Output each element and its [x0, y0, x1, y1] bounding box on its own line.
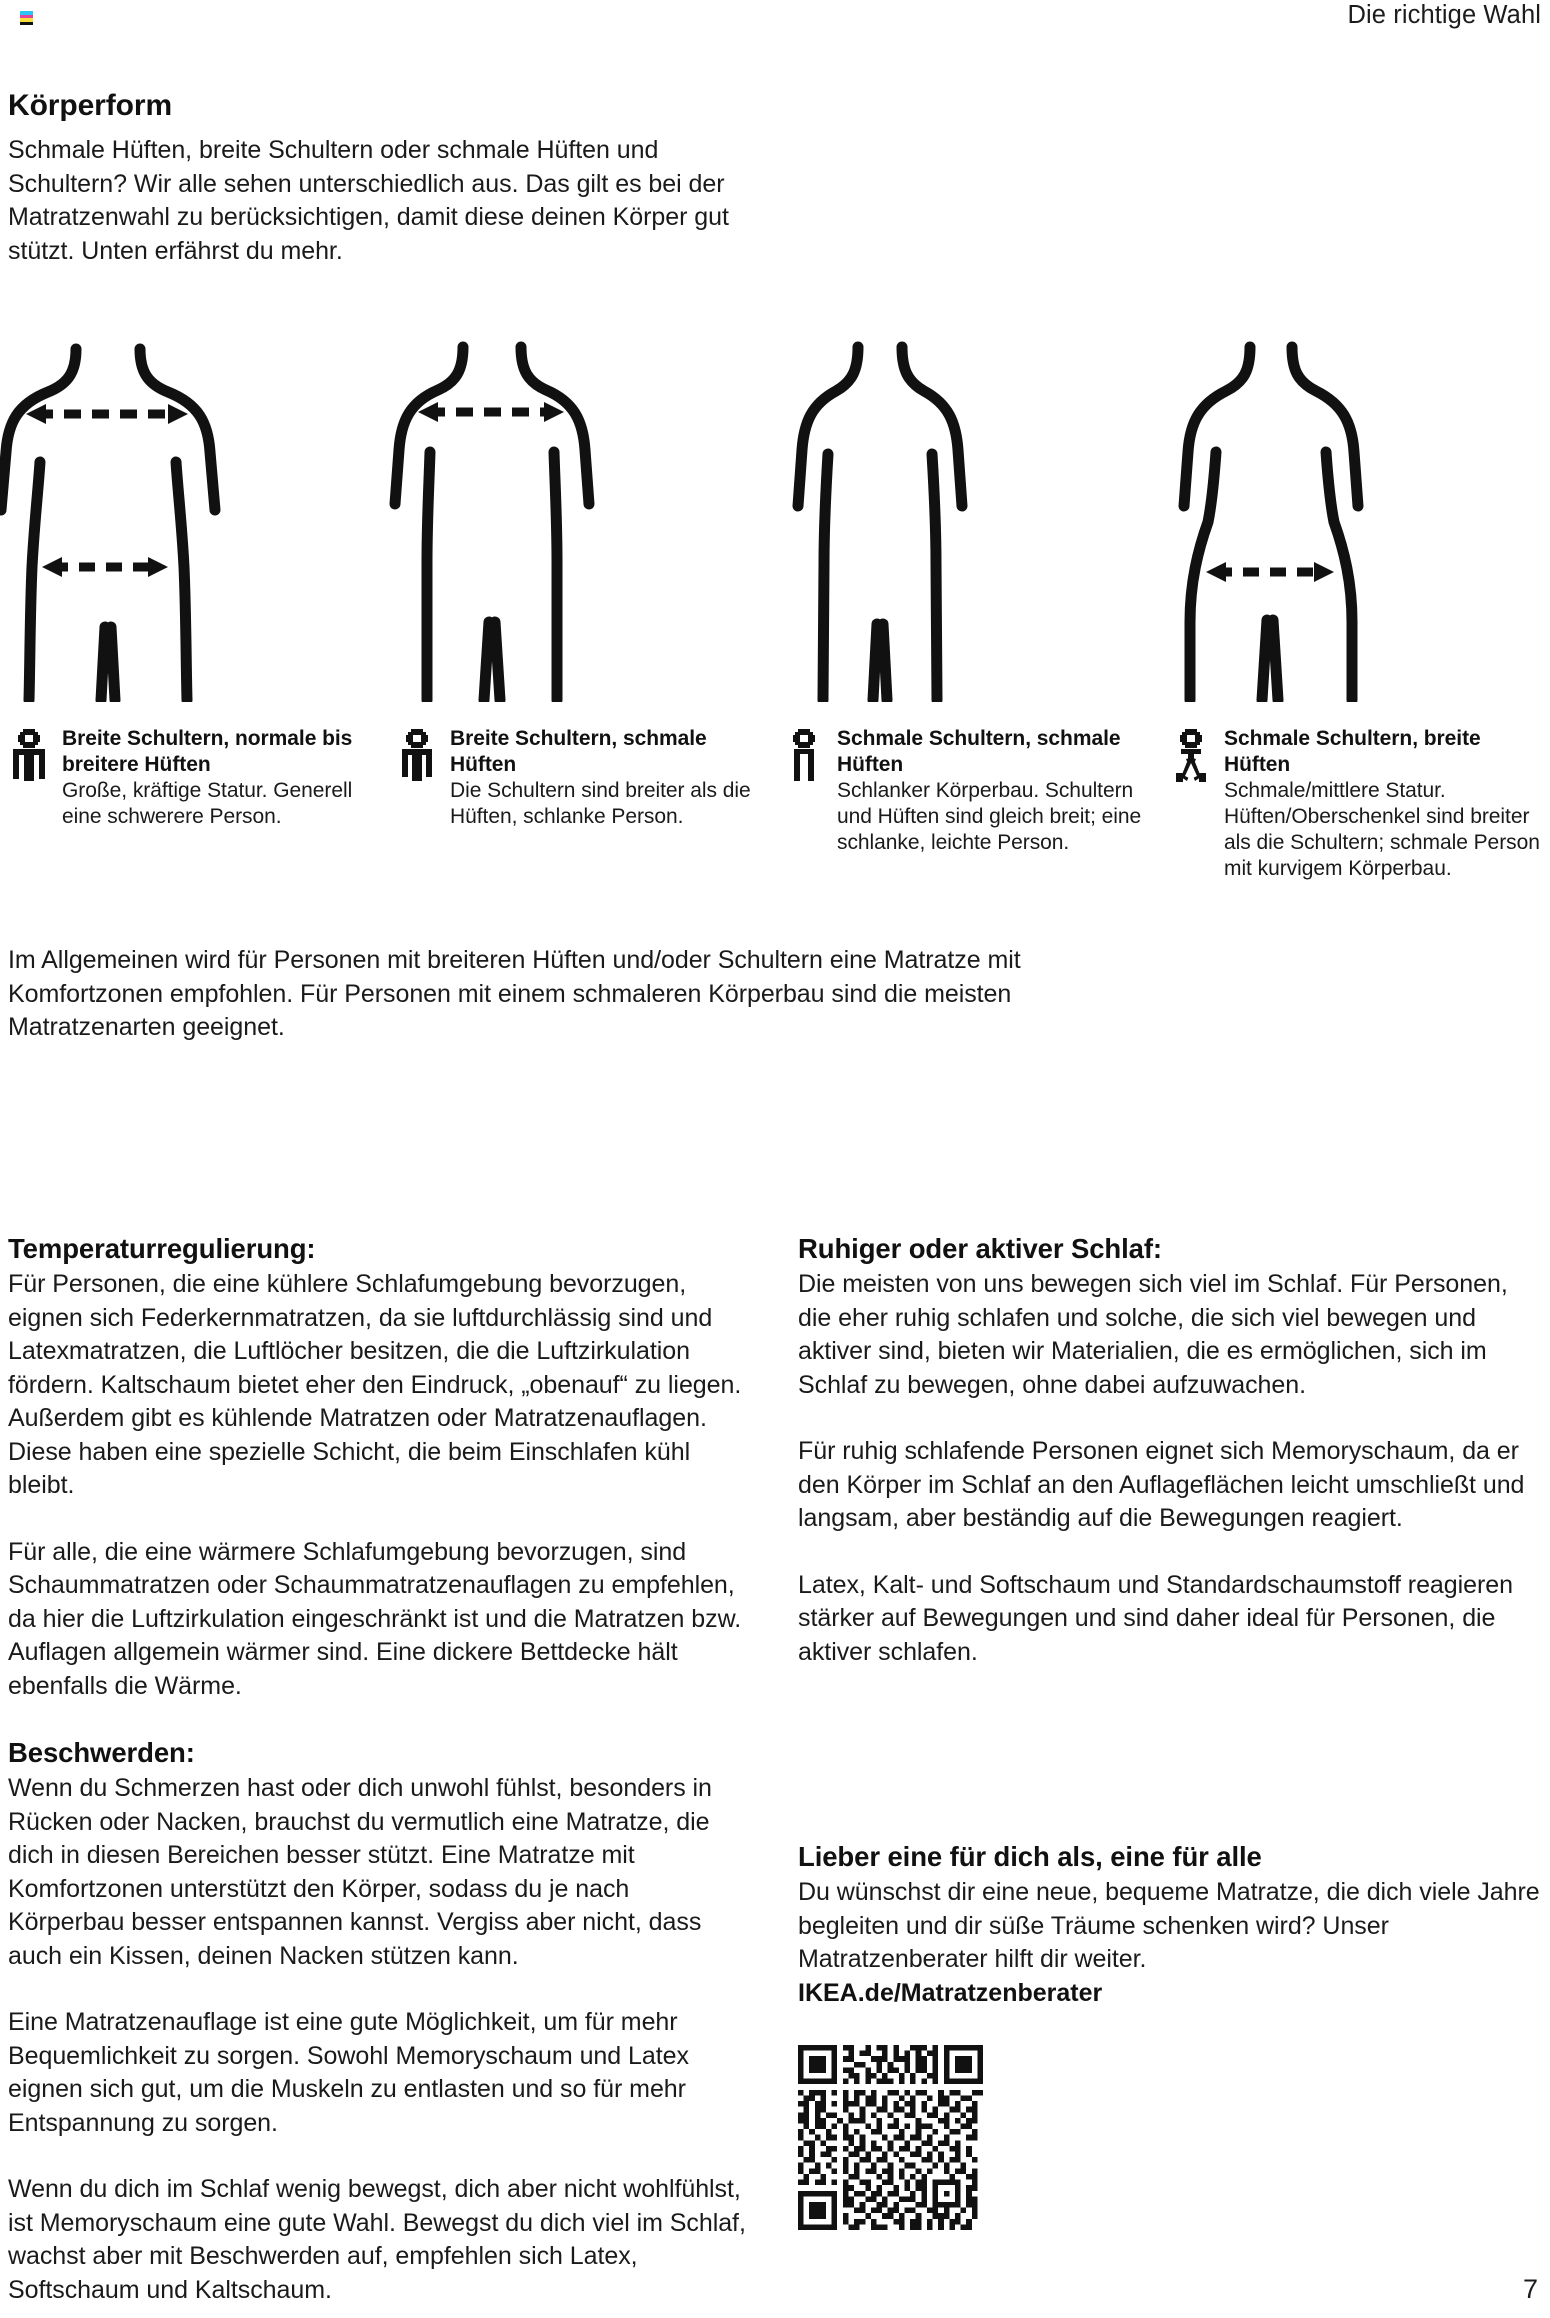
body-narrow-shoulders-narrow-hips-icon: [785, 729, 823, 787]
sleep-paragraph-3: Latex, Kalt- und Softschaum und Standardschaumstoff reagieren stärker auf Bewegungen und sind daher ideal für Personen, die aktiver schlafen.: [798, 1570, 1513, 1666]
page-header: [0, 0, 1550, 34]
right-column: [798, 1232, 1543, 1669]
page-title: Körperform: [8, 89, 173, 122]
sleep-heading: Ruhiger oder aktiver Schlaf:: [798, 1233, 1162, 1264]
caption-description: Die Schultern sind breiter als die Hüften, schlanke Person.: [450, 779, 751, 828]
temperature-paragraph-2: Für alle, die eine wärmere Schlafumgebung bevorzugen, sind Schaummatratzen oder Schaummatratzenauflagen zu empfehlen, da hier die Luftzirkulation eingeschränkt ist und die Matratzen bzw. Auflagen allgemein wärmer sind. Eine dickere Bettdecke hält ebenfalls die Wärme.: [8, 1537, 742, 1700]
illustration-narrow-shoulders-broad-hips: [1150, 322, 1530, 702]
cmyk-registration-mark: [20, 11, 33, 25]
summary-section: [8, 944, 1028, 1045]
caption-description: Große, kräftige Statur. Generell eine schwerere Person.: [62, 779, 353, 828]
caption-heading: Schmale Schultern, schmale Hüften: [837, 727, 1121, 776]
cta-section: [798, 1840, 1548, 2010]
sleep-section: [798, 1232, 1543, 1669]
sleep-paragraph-2: Für ruhig schlafende Personen eignet sich Memoryschaum, da er den Körper im Schlaf an den Auflageflächen leicht umschließt und langsam, aber beständig auf die Bewegungen reagiert.: [798, 1437, 1525, 1532]
intro-paragraph: Schmale Hüften, breite Schultern oder schmale Hüften und Schultern? Wir alle sehen unterschiedlich aus. Das gilt es bei der Matratzenwahl zu berücksichtigen, damit diese deinen Körper gut stützt. Unten erfährst du mehr.: [8, 136, 729, 265]
sleep-paragraph-1: Die meisten von uns bewegen sich viel im Schlaf. Für Personen, die eher ruhig schlafen und solche, die sich viel bewegen und aktiver sind, bieten wir Materialien, die es ermöglichen, sich im Schlaf zu bewegen, ohne dabei aufzuwachen.: [798, 1270, 1508, 1399]
left-column: [8, 1232, 748, 2307]
page-number: 7: [1522, 2274, 1538, 2304]
caption-heading: Schmale Schultern, breite Hüften: [1224, 727, 1481, 776]
body-shape-illustrations: [0, 322, 1550, 702]
temperature-paragraph-1: Für Personen, die eine kühlere Schlafumgebung bevorzugen, eignen sich Federkernmatratzen, da sie luftdurchlässig sind und Latexmatratzen, die Luftlöcher besitzen, die die Luftzirkulation fördern. Kaltschaum bietet eher den Eindruck, „obenauf“ zu liegen. Außerdem gibt es kühlende Matratzen oder Matratzenauflagen. Diese haben eine spezielle Schicht, die beim Einschlafen kühl bleibt.: [8, 1270, 742, 1499]
qr-code[interactable]: [798, 2045, 983, 2230]
matratzenberater-link[interactable]: IKEA.de/Matratzenberater: [798, 1978, 1103, 2007]
intro-section: [8, 88, 748, 268]
complaints-section: [8, 1736, 748, 2307]
caption-narrow-shoulders-narrow-hips: [785, 726, 1165, 856]
illustration-broad-shoulders-broad-hips: [0, 322, 368, 702]
summary-paragraph: Im Allgemeinen wird für Personen mit breiteren Hüften und/oder Schultern eine Matratze mit Komfortzonen empfohlen. Für Personen mit einem schmaleren Körperbau sind die meisten Matratzenarten geeignet.: [8, 946, 1021, 1041]
cta-paragraph: Du wünschst dir eine neue, bequeme Matratze, die dich viele Jahre begleiten und dir süße Träume schenken wird? Unser Matratzenberater hilft dir weiter.: [798, 1878, 1540, 1973]
caption-narrow-shoulders-broad-hips: [1172, 726, 1550, 882]
caption-description: Schmale/mittlere Statur. Hüften/Oberschenkel sind breiter als die Schultern; schmale Person mit kurvigem Körperbau.: [1224, 779, 1540, 880]
illustration-broad-shoulders-narrow-hips: [372, 322, 752, 702]
temperature-section: [8, 1232, 748, 1703]
complaints-paragraph-2: Eine Matratzenauflage ist eine gute Möglichkeit, um für mehr Bequemlichkeit zu sorgen. Sowohl Memoryschaum und Latex eignen sich gut, um die Muskeln zu entlasten und so für mehr Entspannung zu sorgen.: [8, 2008, 689, 2137]
cta-heading: Lieber eine für dich als, eine für alle: [798, 1841, 1262, 1872]
caption-heading: Breite Schultern, normale bis breitere Hüften: [62, 727, 353, 776]
illustration-narrow-shoulders-narrow-hips: [760, 322, 1140, 702]
caption-broad-shoulders-broad-hips: [10, 726, 390, 830]
temperature-heading: Temperaturregulierung:: [8, 1233, 316, 1264]
caption-description: Schlanker Körperbau. Schultern und Hüften sind gleich breit; eine schlanke, leichte Person.: [837, 779, 1142, 854]
caption-broad-shoulders-narrow-hips: [398, 726, 778, 830]
complaints-paragraph-1: Wenn du Schmerzen hast oder dich unwohl fühlst, besonders in Rücken oder Nacken, brauchst du vermutlich eine Matratze, die dich in diesen Bereichen besser stützt. Eine Matratze mit Komfortzonen unterstützt den Körper, sodass du je nach Körperbau besser entspannen kannst. Vergiss aber nicht, dass auch ein Kissen, deinen Nacken stützen kann.: [8, 1774, 712, 1970]
body-narrow-shoulders-broad-hips-icon: [1172, 729, 1210, 787]
caption-heading: Breite Schultern, schmale Hüften: [450, 727, 707, 776]
header-title: Die richtige Wahl: [1347, 1, 1541, 29]
body-broad-shoulders-broad-hips-icon: [10, 729, 48, 787]
complaints-heading: Beschwerden:: [8, 1737, 195, 1768]
complaints-paragraph-3: Wenn du dich im Schlaf wenig bewegst, dich aber nicht wohlfühlst, ist Memoryschaum eine gute Wahl. Bewegst du dich viel im Schlaf, wachst aber mit Beschwerden auf, empfehlen sich Latex, Softschaum und Kaltschaum.: [8, 2175, 746, 2304]
body-broad-shoulders-narrow-hips-icon: [398, 729, 436, 787]
